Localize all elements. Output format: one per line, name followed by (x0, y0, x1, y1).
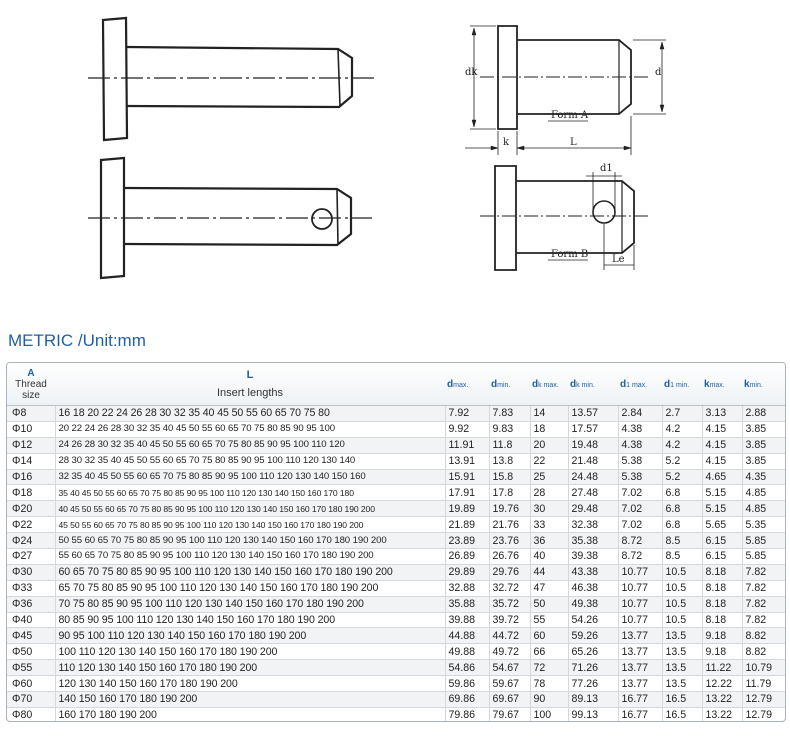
cell-dmax: 11.91 (445, 437, 489, 453)
cell-dmin: 23.76 (489, 533, 530, 549)
cell-dkmin: 24.48 (568, 469, 618, 485)
cell-kmax: 8.18 (702, 580, 742, 596)
cell-kmax: 9.18 (702, 644, 742, 660)
cell-size: Φ33 (7, 580, 55, 596)
cell-lengths: 35 40 45 50 55 60 65 70 75 80 85 90 95 100 110 120 130 140 150 160 170 180 (55, 485, 445, 501)
table-row (7, 549, 785, 565)
table-row (7, 453, 785, 469)
cell-dkmax: 40 (530, 549, 568, 565)
cell-dkmax: 20 (530, 437, 568, 453)
cell-size: Φ22 (7, 517, 55, 533)
header-l-label: Insert lengths (216, 387, 284, 399)
cell-kmin: 11.79 (742, 676, 785, 692)
cell-dmax: 44.88 (445, 628, 489, 644)
cell-kmax: 4.15 (702, 437, 742, 453)
cell-dkmin: 39.38 (568, 549, 618, 565)
cell-dmin: 69.67 (489, 692, 530, 708)
dim-le-label: Le (612, 254, 625, 265)
cell-dkmin: 54.26 (568, 612, 618, 628)
table-row (7, 660, 785, 676)
cell-dkmin: 59.26 (568, 628, 618, 644)
cell-size: Φ45 (7, 628, 55, 644)
cell-dmax: 39.88 (445, 612, 489, 628)
cell-d1min: 13.5 (662, 644, 702, 660)
header-a-symbol: A (27, 367, 35, 379)
cell-kmin: 2.88 (742, 406, 785, 422)
cell-dmax: 26.89 (445, 549, 489, 565)
cell-dmax: 23.89 (445, 533, 489, 549)
cell-size: Φ50 (7, 644, 55, 660)
cell-dmin: 39.72 (489, 612, 530, 628)
dim-l-label: L (570, 137, 577, 148)
cell-dmax: 59.86 (445, 676, 489, 692)
cell-d1max: 10.77 (618, 596, 662, 612)
dim-k-label: k (503, 137, 510, 148)
cell-dmin: 17.8 (489, 485, 530, 501)
cell-d1max: 5.38 (618, 469, 662, 485)
cell-lengths: 100 110 120 130 140 150 160 170 180 190 200 (55, 644, 445, 660)
table-row (7, 628, 785, 644)
table-header-row (7, 363, 785, 406)
cell-lengths: 50 55 60 65 70 75 80 85 90 95 100 110 120 130 140 150 160 170 180 190 200 (55, 533, 445, 549)
cell-d1min: 16.5 (662, 692, 702, 708)
table-row (7, 437, 785, 453)
cell-d1min: 10.5 (662, 612, 702, 628)
cell-dmax: 69.86 (445, 692, 489, 708)
cell-d1min: 5.2 (662, 469, 702, 485)
cell-d1max: 10.77 (618, 564, 662, 580)
cell-dmax: 9.92 (445, 421, 489, 437)
cell-lengths: 140 150 160 170 180 190 200 (55, 692, 445, 708)
cell-size: Φ10 (7, 421, 55, 437)
header-dmin: dmin. (489, 363, 530, 406)
cell-d1min: 13.5 (662, 628, 702, 644)
cell-kmin: 7.82 (742, 596, 785, 612)
pin-drawing-top-left (88, 18, 376, 140)
cell-dmin: 32.72 (489, 580, 530, 596)
cell-dkmax: 36 (530, 533, 568, 549)
cell-size: Φ60 (7, 676, 55, 692)
cell-lengths: 160 170 180 190 200 (55, 707, 445, 722)
cell-size: Φ24 (7, 533, 55, 549)
cell-lengths: 65 70 75 80 85 90 95 100 110 120 130 140 150 160 170 180 190 200 (55, 580, 445, 596)
cell-kmax: 3.13 (702, 406, 742, 422)
cell-lengths: 110 120 130 140 150 160 170 180 190 200 (55, 660, 445, 676)
cell-dmax: 13.91 (445, 453, 489, 469)
cell-lengths: 24 26 28 30 32 35 40 45 50 55 60 65 70 75 80 85 90 95 100 110 120 (55, 437, 445, 453)
cell-lengths: 120 130 140 150 160 170 180 190 200 (55, 676, 445, 692)
dim-d-label: d (655, 67, 662, 78)
cell-dmax: 7.92 (445, 406, 489, 422)
cell-lengths: 16 18 20 22 24 26 28 30 32 35 40 45 50 55 60 65 70 75 80 (55, 406, 445, 422)
table-row (7, 612, 785, 628)
cell-d1max: 4.38 (618, 421, 662, 437)
header-dkmin: dk min. (568, 363, 618, 406)
cell-d1min: 10.5 (662, 580, 702, 596)
table-row (7, 469, 785, 485)
cell-dkmax: 72 (530, 660, 568, 676)
cell-d1max: 13.77 (618, 660, 662, 676)
dim-d1-label: d1 (600, 163, 613, 174)
cell-dkmin: 49.38 (568, 596, 618, 612)
cell-lengths: 90 95 100 110 120 130 140 150 160 170 180 190 200 (55, 628, 445, 644)
header-dkmax: dk max. (530, 363, 568, 406)
cell-d1max: 8.72 (618, 533, 662, 549)
cell-d1min: 6.8 (662, 501, 702, 517)
cell-dkmin: 29.48 (568, 501, 618, 517)
cell-dkmin: 27.48 (568, 485, 618, 501)
cell-kmax: 9.18 (702, 628, 742, 644)
header-thread-size (7, 363, 55, 406)
cell-dkmax: 28 (530, 485, 568, 501)
cell-kmax: 5.15 (702, 501, 742, 517)
cell-dkmin: 19.48 (568, 437, 618, 453)
cell-d1max: 10.77 (618, 580, 662, 596)
cell-dmax: 19.89 (445, 501, 489, 517)
cell-dkmax: 30 (530, 501, 568, 517)
cell-d1min: 6.8 (662, 485, 702, 501)
cell-d1max: 5.38 (618, 453, 662, 469)
cell-kmin: 12.79 (742, 692, 785, 708)
table-row (7, 564, 785, 580)
cell-kmax: 12.22 (702, 676, 742, 692)
cell-dkmax: 47 (530, 580, 568, 596)
header-kmin: kmin. (742, 363, 785, 406)
cell-kmin: 12.79 (742, 707, 785, 722)
cell-dmin: 54.67 (489, 660, 530, 676)
cell-lengths: 70 75 80 85 90 95 100 110 120 130 140 150 160 170 180 190 200 (55, 596, 445, 612)
cell-kmin: 8.82 (742, 644, 785, 660)
table-row (7, 676, 785, 692)
cell-size: Φ30 (7, 564, 55, 580)
header-insert-lengths (55, 363, 445, 406)
cell-dkmin: 99.13 (568, 707, 618, 722)
cell-d1min: 4.2 (662, 421, 702, 437)
cell-dkmin: 32.38 (568, 517, 618, 533)
table-row (7, 406, 785, 422)
cell-kmin: 7.82 (742, 580, 785, 596)
header-kmax: kmax. (702, 363, 742, 406)
cell-dkmax: 25 (530, 469, 568, 485)
cell-size: Φ14 (7, 453, 55, 469)
cell-kmax: 4.15 (702, 453, 742, 469)
cell-dmin: 15.8 (489, 469, 530, 485)
cell-d1max: 4.38 (618, 437, 662, 453)
cell-dkmin: 77.26 (568, 676, 618, 692)
cell-d1min: 13.5 (662, 660, 702, 676)
cell-dmin: 26.76 (489, 549, 530, 565)
cell-kmax: 4.15 (702, 421, 742, 437)
cell-dkmin: 35.38 (568, 533, 618, 549)
cell-size: Φ12 (7, 437, 55, 453)
cell-kmax: 8.18 (702, 612, 742, 628)
cell-lengths: 20 22 24 26 28 30 32 35 40 45 50 55 60 65 70 75 80 85 90 95 100 (55, 421, 445, 437)
cell-dmax: 17.91 (445, 485, 489, 501)
cell-kmax: 13.22 (702, 692, 742, 708)
cell-dmin: 13.8 (489, 453, 530, 469)
cell-kmin: 5.35 (742, 517, 785, 533)
cell-d1max: 16.77 (618, 692, 662, 708)
cell-kmax: 11.22 (702, 660, 742, 676)
cell-dkmin: 13.57 (568, 406, 618, 422)
cell-dmax: 35.88 (445, 596, 489, 612)
cell-size: Φ40 (7, 612, 55, 628)
table-row (7, 580, 785, 596)
cell-kmin: 3.85 (742, 437, 785, 453)
dim-dk-label: dk (465, 67, 478, 78)
header-dmax: dmax. (445, 363, 489, 406)
dimension-table (7, 363, 785, 722)
cell-dkmin: 46.38 (568, 580, 618, 596)
cell-d1min: 8.5 (662, 549, 702, 565)
cell-d1min: 13.5 (662, 676, 702, 692)
cell-kmin: 3.85 (742, 453, 785, 469)
cell-dmax: 49.88 (445, 644, 489, 660)
cell-dkmax: 90 (530, 692, 568, 708)
cell-dmax: 21.89 (445, 517, 489, 533)
table-row (7, 644, 785, 660)
cell-dmin: 79.67 (489, 707, 530, 722)
cell-kmin: 4.85 (742, 501, 785, 517)
dimension-table-container (6, 362, 786, 722)
cell-dkmax: 14 (530, 406, 568, 422)
cell-dmax: 32.88 (445, 580, 489, 596)
cell-d1max: 2.84 (618, 406, 662, 422)
cell-size: Φ36 (7, 596, 55, 612)
cell-d1max: 7.02 (618, 485, 662, 501)
form-a-label: Form A (551, 110, 589, 121)
cell-d1min: 4.2 (662, 437, 702, 453)
cell-d1min: 16.5 (662, 707, 702, 722)
cell-d1max: 13.77 (618, 676, 662, 692)
cell-dmin: 49.72 (489, 644, 530, 660)
cell-dmin: 19.76 (489, 501, 530, 517)
cell-lengths: 40 45 50 55 60 65 70 75 80 85 90 95 100 110 120 130 140 150 160 170 180 190 200 (55, 501, 445, 517)
cell-dkmax: 50 (530, 596, 568, 612)
form-b-label: Form B (551, 249, 589, 260)
header-a-label-1: Thread (15, 378, 47, 390)
cell-dkmax: 60 (530, 628, 568, 644)
cell-dkmax: 22 (530, 453, 568, 469)
cell-kmin: 5.85 (742, 549, 785, 565)
cell-d1max: 7.02 (618, 517, 662, 533)
cell-dkmax: 100 (530, 707, 568, 722)
cell-dmin: 59.67 (489, 676, 530, 692)
cell-dmax: 79.86 (445, 707, 489, 722)
cell-d1max: 8.72 (618, 549, 662, 565)
cell-size: Φ27 (7, 549, 55, 565)
cell-kmax: 5.65 (702, 517, 742, 533)
cell-dkmin: 21.48 (568, 453, 618, 469)
cell-dmin: 9.83 (489, 421, 530, 437)
cell-d1max: 16.77 (618, 707, 662, 722)
cell-dmin: 44.72 (489, 628, 530, 644)
cell-lengths: 32 35 40 45 50 55 60 65 70 75 80 85 90 95 100 110 120 130 140 150 160 (55, 469, 445, 485)
cell-kmin: 8.82 (742, 628, 785, 644)
cell-dkmin: 43.38 (568, 564, 618, 580)
cell-d1max: 10.77 (618, 612, 662, 628)
cell-size: Φ80 (7, 707, 55, 722)
cell-size: Φ16 (7, 469, 55, 485)
cell-kmax: 13.22 (702, 707, 742, 722)
cell-lengths: 55 60 65 70 75 80 85 90 95 100 110 120 130 140 150 160 170 180 190 200 (55, 549, 445, 565)
cell-d1min: 5.2 (662, 453, 702, 469)
cell-d1min: 6.8 (662, 517, 702, 533)
section-heading: METRIC /Unit:mm (8, 331, 146, 350)
table-row (7, 596, 785, 612)
cell-lengths: 28 30 32 35 40 45 50 55 60 65 70 75 80 85 90 95 100 110 120 130 140 (55, 453, 445, 469)
cell-dkmax: 33 (530, 517, 568, 533)
cell-kmin: 5.85 (742, 533, 785, 549)
cell-dkmin: 65.26 (568, 644, 618, 660)
cell-dkmax: 18 (530, 421, 568, 437)
cell-kmax: 6.15 (702, 533, 742, 549)
cell-size: Φ8 (7, 406, 55, 422)
cell-dmin: 11.8 (489, 437, 530, 453)
table-row (7, 707, 785, 722)
cell-lengths: 80 85 90 95 100 110 120 130 140 150 160 170 180 190 200 (55, 612, 445, 628)
cell-dmax: 54.86 (445, 660, 489, 676)
cell-d1min: 2.7 (662, 406, 702, 422)
cell-kmax: 5.15 (702, 485, 742, 501)
cell-dmin: 21.76 (489, 517, 530, 533)
table-row (7, 517, 785, 533)
cell-dmax: 15.91 (445, 469, 489, 485)
cell-lengths: 45 50 55 60 65 70 75 80 85 90 95 100 110 120 130 140 150 160 170 180 190 200 (55, 517, 445, 533)
cell-dmin: 7.83 (489, 406, 530, 422)
cell-d1max: 7.02 (618, 501, 662, 517)
cell-d1min: 8.5 (662, 533, 702, 549)
cell-dkmin: 89.13 (568, 692, 618, 708)
cell-kmin: 4.85 (742, 485, 785, 501)
cell-dmax: 29.89 (445, 564, 489, 580)
cell-kmax: 6.15 (702, 549, 742, 565)
cell-d1max: 13.77 (618, 644, 662, 660)
table-row (7, 485, 785, 501)
cell-dkmax: 66 (530, 644, 568, 660)
cell-kmin: 3.85 (742, 421, 785, 437)
cell-kmin: 7.82 (742, 612, 785, 628)
cell-d1min: 10.5 (662, 564, 702, 580)
cell-size: Φ20 (7, 501, 55, 517)
header-l-symbol: L (246, 369, 254, 381)
cell-kmin: 7.82 (742, 564, 785, 580)
cell-kmax: 8.18 (702, 596, 742, 612)
cell-size: Φ70 (7, 692, 55, 708)
cell-d1max: 13.77 (618, 628, 662, 644)
cell-d1min: 10.5 (662, 596, 702, 612)
technical-drawings (0, 0, 790, 320)
cell-kmax: 4.65 (702, 469, 742, 485)
table-row (7, 692, 785, 708)
table-row (7, 533, 785, 549)
cell-lengths: 60 65 70 75 80 85 90 95 100 110 120 130 140 150 160 170 180 190 200 (55, 564, 445, 580)
cell-dmin: 35.72 (489, 596, 530, 612)
header-d1min: d1 min. (662, 363, 702, 406)
pin-drawing-bottom-left (88, 158, 372, 278)
cell-kmax: 8.18 (702, 564, 742, 580)
cell-dmin: 29.76 (489, 564, 530, 580)
cell-size: Φ55 (7, 660, 55, 676)
cell-dkmax: 44 (530, 564, 568, 580)
cell-dkmax: 55 (530, 612, 568, 628)
table-row (7, 501, 785, 517)
cell-kmin: 10.79 (742, 660, 785, 676)
cell-dkmin: 71.26 (568, 660, 618, 676)
header-d1max: d1 max. (618, 363, 662, 406)
cell-dkmax: 78 (530, 676, 568, 692)
table-row (7, 421, 785, 437)
cell-dkmin: 17.57 (568, 421, 618, 437)
form-a-drawing (465, 26, 666, 155)
cell-kmin: 4.35 (742, 469, 785, 485)
header-a-label-2: size (22, 389, 40, 401)
cell-size: Φ18 (7, 485, 55, 501)
